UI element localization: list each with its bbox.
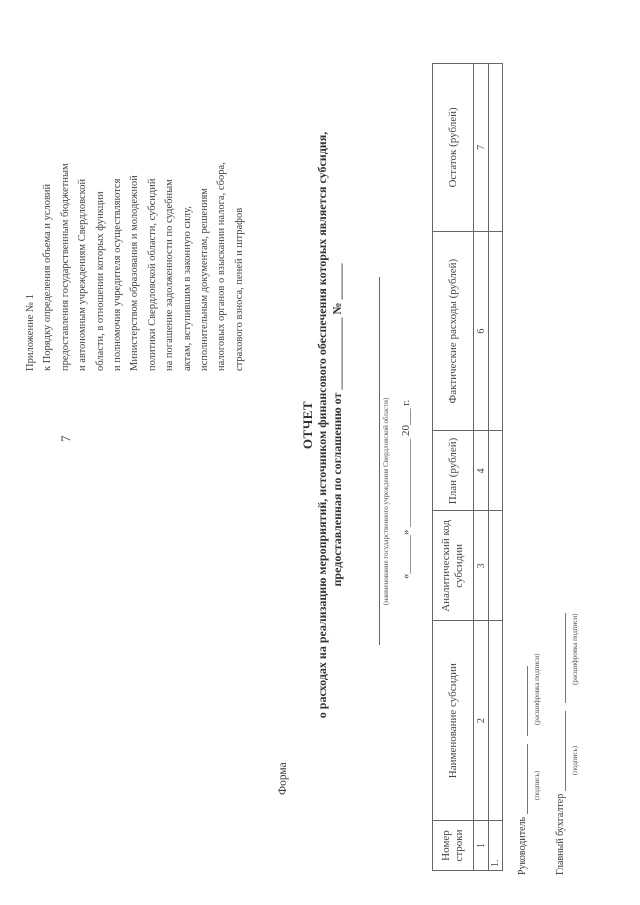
appendix-line: налоговых органов о взыскании налога, сбора,: [216, 162, 228, 371]
table-cell[interactable]: [489, 64, 503, 232]
accountant-signature-caption: (подпись): [571, 745, 579, 775]
head-decoding-caption: (расшифровка подписи): [533, 653, 541, 725]
head-label: Руководитель: [517, 816, 528, 875]
appendix-line: актам, вступившим в законную силу,: [181, 206, 193, 371]
header-row-number: Номер строки: [433, 821, 474, 871]
head-decoding-field[interactable]: [517, 666, 528, 736]
report-table: [432, 63, 503, 871]
head-signature-field[interactable]: [517, 744, 528, 814]
table-row: [489, 64, 503, 871]
page-number: 7: [58, 435, 73, 442]
report-date-line: «_______» ________________ 20___ г.: [400, 399, 412, 579]
column-number: 7: [474, 64, 489, 232]
table-header-row: [433, 64, 474, 871]
header-analytic-code: Аналитический код субсидии: [433, 511, 474, 621]
appendix-line: предоставления государственным бюджетным: [59, 163, 71, 371]
header-balance: Остаток (рублей): [433, 64, 474, 232]
header-plan: План (рублей): [433, 431, 474, 511]
table-cell[interactable]: [489, 431, 503, 511]
institution-caption: (наименование государственного учреждения Свердловской области): [382, 397, 390, 605]
appendix-line: страхового взноса, пеней и штрафов: [233, 207, 245, 371]
accountant-decoding-field[interactable]: [555, 613, 566, 703]
appendix-line: политики Свердловской области, субсидий: [146, 178, 158, 371]
column-number: 2: [474, 621, 489, 821]
report-title-subject: о расходах на реализацию мероприятий, источником финансового обеспечения которых является субсидия,: [315, 131, 329, 719]
form-label: Форма: [277, 762, 289, 795]
head-signature-caption: (подпись): [533, 770, 541, 800]
column-number: 6: [474, 231, 489, 431]
appendix-line: и автономным учреждениям Свердловской: [77, 178, 89, 371]
accountant-signature-line: [555, 613, 566, 875]
appendix-line: исполнительным документам, решениям: [199, 188, 211, 371]
accountant-signature-field[interactable]: [555, 711, 566, 791]
report-title: [300, 95, 345, 755]
column-number: 1: [474, 821, 489, 871]
column-number: 3: [474, 511, 489, 621]
table-cell[interactable]: [489, 231, 503, 431]
table-cell[interactable]: [489, 511, 503, 621]
table-cell[interactable]: 1.: [489, 821, 503, 871]
appendix-line: Приложение № 1: [25, 294, 36, 371]
header-actual-expenses: Фактические расходы (рублей): [433, 231, 474, 431]
header-subsidy-name: Наименование субсидии: [433, 621, 474, 821]
accountant-decoding-caption: (расшифровка подписи): [571, 613, 579, 685]
head-signature-line: [517, 666, 528, 875]
institution-name-line[interactable]: [379, 277, 380, 645]
table-cell[interactable]: [489, 621, 503, 821]
appendix-line: на погашение задолженности по судебным: [164, 179, 176, 371]
appendix-line: области, в отношении которых функции: [94, 191, 106, 371]
column-number-row: [474, 64, 489, 871]
accountant-label: Главный бухгалтер: [555, 793, 566, 875]
report-title-agreement: предоставленная по соглашению от ____________ № ______: [330, 263, 344, 587]
appendix-line: Министерством образования и молодежной: [129, 175, 141, 371]
column-number: 4: [474, 431, 489, 511]
report-title-heading: ОТЧЕТ: [300, 400, 315, 450]
appendix-line: и полномочия учредителя осуществляются: [112, 178, 124, 371]
appendix-block: [22, 61, 248, 371]
appendix-line: к Порядку определения объема и условий: [42, 183, 54, 371]
